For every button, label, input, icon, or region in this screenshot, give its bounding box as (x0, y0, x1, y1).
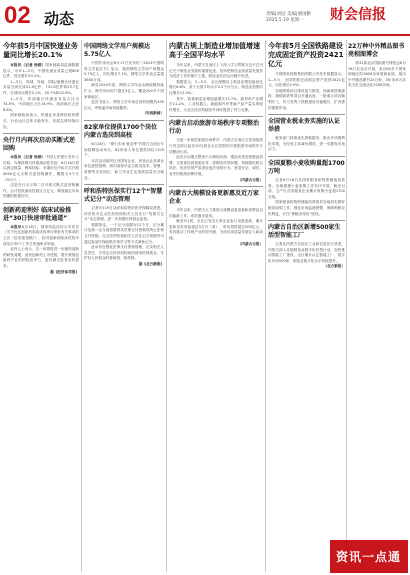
article (84, 124, 164, 181)
editor-line: 责编|刘冠 美编|谢国勤 (266, 12, 311, 17)
page-header (0, 0, 410, 36)
column-divider (346, 40, 347, 572)
article-paragraph (3, 63, 79, 80)
paragraph-text: 为进一步规范旅游市场秩序，内蒙古自治区文化和旅游厅决定即日起至10月底在全区范围内开展旅游市场秩序专项整治行动。 (169, 138, 263, 154)
article-headline[interactable]: 22万种中外精品图书亮相图博会 (348, 43, 405, 58)
article-headline[interactable]: 今年前5月中国快递业务量同比增长20.1% (3, 42, 78, 59)
article-paragraph (3, 155, 79, 183)
article-byline: 本报讯 (10, 224, 22, 229)
article (169, 42, 263, 113)
paragraph-text: 中国国家铁路集团有限公司发布数据显示，1—5月，全国铁路完成固定资产投资2421亿元，同比增长5.9%。 (268, 72, 345, 88)
article-byline: 本报讯（记者 杨群） (10, 155, 46, 160)
paragraph-text: 中国人民银行发布公告称，为保持银行体系流动性充裕，6月16日将以固定数量、利率招标、多重价位中标方式开展4000亿元买断式逆回购操作，期限为3个月（91天）。 (3, 155, 79, 182)
article-headline[interactable]: 央行月内再次启动买断式逆回购 (3, 137, 76, 153)
article-headline[interactable]: 全国营业税业务实施的认证举措 (268, 118, 341, 134)
article-paragraph (348, 61, 406, 89)
article-source: 据《经济参考报》 (50, 269, 79, 274)
paragraph-text: 截至2024年底，网络文学作品出海规模持续扩大，海外访问用户超过3亿人，覆盖200多个国家和地区。 (84, 83, 164, 99)
article-paragraph (84, 83, 164, 100)
paragraph-text: 税务部门持续优化纳税服务，推出多项便利化举措，为经营主体减负增效，进一步激发市场活力。 (268, 136, 345, 152)
article-source: （内蒙古日报） (237, 241, 263, 246)
article (84, 43, 164, 117)
article-divider (3, 203, 79, 204)
article (84, 188, 164, 268)
paragraph-text: 今年以来，内蒙古自治区上下深入学习贯彻习近平总书记关于制造业发展的重要论述，坚持把制造业高质量发展作为经济工作的重中之重，制造业经济运行稳中有进。 (169, 63, 263, 79)
paragraph-text: 今年以来，内蒙古大力推进大规模设备更新和消费品以旧换新工作，成效逐步显现。 (169, 208, 263, 218)
article (3, 207, 79, 275)
paragraph-text: 根据规定，一个记分周期为12个月，记分累计达到一定分值将暂停其医保支付资格或终止医保支付资格。定点医药机构相关人员在记分周期内可通过参加医保政策法规学习等方式减免记分。 (84, 222, 164, 244)
article-paragraph (3, 225, 79, 247)
paragraph-text: 记者6月18日从国家粮食和物资储备局获悉，各地夏粮小麦收购工作有序开展，截至目前，主产区各类粮食企业累计收购小麦超1700万吨。 (268, 177, 345, 199)
paragraph-text: 各地铁路项目建设加力推进，西渝高铁康渝段、潍烟高铁等项目开通运营，一批重大项目顺利开工，有力发挥了铁路建设对稳增长、扩内需的重要作用。 (268, 88, 345, 110)
article-paragraph (268, 242, 345, 264)
article-paragraph (84, 245, 164, 262)
article-headline[interactable]: 全国夏粮小麦收购量超1700万吨 (268, 159, 345, 175)
article (3, 137, 79, 200)
paragraph-text: 数据显示，1—5月，全区规模以上制造业增加值同比增长8.6%，高于全国平均水平2.2个百分点；制造业投资同比增长12.3%。 (169, 79, 263, 95)
article-headline[interactable]: 内蒙古自治区新增500家生活型智能工厂 (268, 224, 341, 240)
date-line: 2025.5.19 星期一 (266, 18, 304, 23)
article (169, 120, 263, 183)
paragraph-text: 记者从内蒙古自治区工业和信息化厅获悉，内蒙古深入实施制造业数字化转型行动，加快推动智能工厂建设，全区累计认定智能工厂、数字化车间500家，制造业数字化水平持续提升。 (268, 242, 345, 263)
article-source: （北方新报） (323, 264, 345, 269)
page-number: 02 (4, 2, 31, 29)
article-headline[interactable]: 中国网络文学用户规模达5.75亿人 (84, 43, 151, 58)
paragraph-text: 这是央行本月第二次开展买断式逆回购操作，合计投放流动性超过万亿元，释放稳定市场预期的积极信号。 (3, 183, 79, 199)
header-meta (266, 12, 328, 24)
section-title: 动态 (44, 10, 75, 28)
paragraph-text: 6月18日，“职引未来 就业季”内蒙古自治区专场招聘活动举办，82家用人单位提供岗位1700个。 (84, 141, 164, 158)
article-headline[interactable]: 创新药迎利好 临床试验推进“30日快速审批通道” (3, 206, 72, 222)
article (3, 42, 79, 130)
column-3 (169, 40, 263, 572)
article-paragraph (3, 183, 79, 200)
column-divider (81, 40, 82, 572)
paragraph-text: 1—5月，同城、异地、国际/港澳台快递业务量分别完成51.6亿件、731.8亿件和23.7亿件，分别同比增长5.1%、20.7%和22.8%。 (3, 79, 79, 95)
column-2 (84, 40, 164, 572)
article-paragraph (84, 142, 164, 159)
article-paragraph (268, 136, 345, 153)
article-paragraph (84, 206, 164, 223)
article-headline[interactable]: 内蒙古规上制造业增加值增速高于全国平均水平 (169, 42, 260, 59)
article-paragraph (84, 61, 164, 83)
article (268, 42, 345, 111)
article-headline[interactable]: 呼和浩特医保实行12个“智慧式记分”动态管理 (84, 188, 163, 204)
paragraph-text: 国家邮政局监测数据显示，今年1—5月，中国快递业务量已超800亿件，同比增长20.1%。 (3, 63, 79, 79)
article-source: （央视新闻） (142, 111, 164, 116)
article (268, 224, 345, 270)
article-paragraph (84, 223, 164, 245)
article-headline[interactable]: 今年前5月全国铁路建设完成固定资产投资2421亿元 (268, 42, 344, 68)
column-divider (265, 40, 266, 572)
paragraph-text: 第31届北京国际图书博览会6月18日在北京开幕，来自80多个国家和地区的1600余家展商参展，展出中外精品图书22万种，3年来举办各类文化交流活动1000余场。 (348, 61, 406, 88)
column-5 (348, 40, 406, 572)
article-headline[interactable]: 内蒙古大规模设备更新惠及近万家企业 (169, 190, 260, 206)
article-paragraph (84, 159, 164, 181)
article-paragraph (169, 155, 263, 177)
article-divider (268, 114, 345, 115)
article-paragraph (169, 97, 263, 114)
paragraph-text: 此次行动重点整治不合理低价游、强迫或者变相强迫消费、无资质经营旅游业务、虚假宣传等问题，持续强化联合执法，依法依规严肃查处违法违规行为，营造安全、诚信、有序的旅游消费环境。 (169, 155, 263, 176)
article-paragraph (169, 138, 263, 155)
paragraph-text: 蓝皮书显示，网络文学市场总营收规模约430亿元，IP改编市场持续繁荣。 (84, 100, 164, 110)
article-paragraph (3, 97, 79, 114)
article-paragraph (84, 100, 164, 111)
article (169, 190, 263, 247)
article-paragraph (3, 80, 79, 97)
paragraph-text: 本次活动组织区内国有企业、民营企业及事业单位进校招聘，面向高校毕业生推出技术、管理、营销等多类岗位，助力毕业生实现高质量充分就业。 (84, 158, 164, 180)
paragraph-text: 6月16日，国家药监局综合司发布《关于优化创新药临床试验审评审批有关事项的公告（征求意见稿）》，拟对创新药临床试验申请实行30个工作日快速审评审批。 (3, 224, 79, 246)
paragraph-text: 国家邮政局表示，快递业务量保持较快增长，行业运行总体平稳有序，发展态势持续向好。 (3, 113, 79, 129)
article-source: （内蒙古日报） (237, 177, 263, 182)
article-paragraph (3, 247, 79, 269)
banner-title: 资讯一点通 (336, 550, 402, 564)
article-paragraph (169, 219, 263, 241)
paragraph-text: 其中，装备制造业增加值增长15.7%，新材料产业增长11.2%，工业机器人、新能源汽车等新产品产量实现较快增长，为全区经济持续回升向好提供了有力支撑。 (169, 96, 263, 112)
column-4 (268, 40, 345, 572)
article-divider (3, 133, 79, 134)
article-divider (84, 120, 164, 121)
article-divider (268, 220, 345, 221)
article-headline[interactable]: 82家单位提供1700个岗位 内蒙古选岗到高校 (84, 123, 158, 139)
article (268, 118, 345, 153)
paragraph-text: 此举旨在强化医保支付资格管理，压实相关人员责任，引导定点医药机构规范使用医保基金，守护好人民群众的看病钱、救命钱。 (84, 245, 164, 261)
article (268, 160, 345, 217)
article-divider (169, 116, 263, 117)
paragraph-text: 中国作家协会6月17日发布的《2024中国网络文学蓝皮书》显示，我国网络文学用户规模达5.75亿人，同比增长7.1%，网络文学作品总量超3600万部。 (84, 61, 164, 82)
article-byline: 本报讯（记者 杨群） (10, 63, 46, 67)
article-paragraph (268, 200, 345, 217)
article-paragraph (268, 89, 345, 111)
column-1 (3, 40, 79, 572)
article-headline[interactable]: 内蒙古启动旅游市场秩序专项整治行动 (169, 120, 260, 136)
article-paragraph (268, 178, 345, 200)
article-paragraph (268, 72, 345, 89)
article (348, 43, 406, 89)
paragraph-text: 业内人士表示，这一举措将进一步缩短创新药研发周期，加快创新药上市进程，提升我国创新药产业的国际竞争力，更好满足患者用药需求。 (3, 247, 79, 269)
article-paragraph (169, 63, 263, 80)
paragraph-text: 国家粮食和物资储备局将指导各地切实做好粮食收购工作，强化市场监测预警，保障种粮农民利益，守住“种粮卖得出”底线。 (268, 200, 345, 216)
article-divider (84, 184, 164, 185)
info-banner (330, 540, 408, 573)
article-source: 据《北方新报》 (138, 262, 164, 267)
column-divider (166, 40, 167, 572)
paragraph-text: 截至5月底，全区已有近万家企业参与设备更新，累计更新各类设备超过3万台（套），带动投资超过200亿元，有效推动了传统产业转型升级，为经济高质量发展注入新动能。 (169, 219, 263, 241)
article-paragraph (169, 80, 263, 97)
article-divider (268, 156, 345, 157)
article-paragraph (169, 208, 263, 219)
article-divider (169, 186, 263, 187)
paragraph-text: 1—5月，东部地区快递业务量占比为74.5%，中部地区占比16.9%，西部地区占比8.6%。 (3, 96, 79, 112)
brand-logo: 财会信报 (330, 7, 386, 23)
article-paragraph (3, 113, 79, 130)
paragraph-text: 记者5月19日从呼和浩特市医疗保障局获悉，该市将对定点医药机构相关人员实行“驾照式记分”动态管理，进一步加强医保基金监管。 (84, 206, 164, 222)
